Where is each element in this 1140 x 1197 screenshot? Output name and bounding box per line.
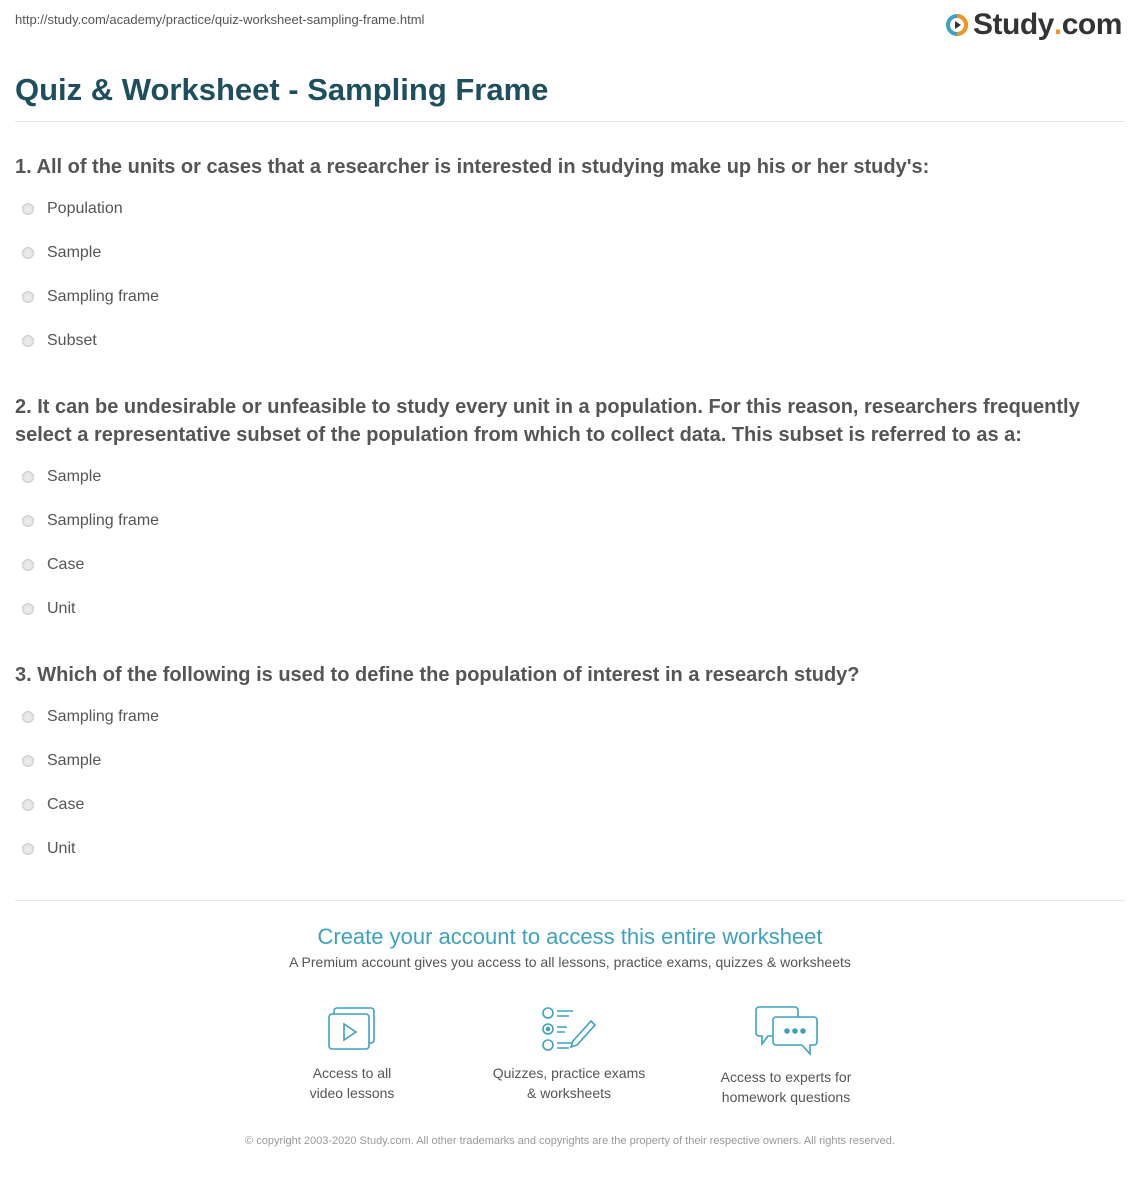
option[interactable] (22, 332, 97, 350)
divider (15, 900, 1125, 901)
create-account-link[interactable]: Create your account to access this entire worksheet (317, 924, 823, 949)
feature-experts (686, 1005, 886, 1107)
option[interactable] (22, 244, 101, 262)
copyright-footer: © copyright 2003-2020 Study.com. All other trademarks and copyrights are the property of their respective owners. All rights reserved. (245, 1135, 895, 1147)
option[interactable] (22, 708, 159, 726)
feature-line: video lessons (309, 1085, 395, 1101)
option-label: Case (47, 796, 85, 813)
radio-button[interactable] (22, 335, 34, 347)
radio-button[interactable] (22, 603, 34, 615)
option-label: Subset (47, 332, 97, 349)
option-label: Sampling frame (47, 708, 160, 725)
feature-line: Access to all (312, 1065, 392, 1081)
radio-button[interactable] (22, 515, 34, 527)
question-1: 1. All of the units or cases that a researcher is interested in studying make up his or her study's: (15, 156, 930, 178)
option-label: Sampling frame (47, 512, 160, 529)
option-label: Case (47, 556, 85, 573)
radio-button[interactable] (22, 755, 34, 767)
radio-button[interactable] (22, 559, 34, 571)
cta-subtitle: A Premium account gives you access to all lessons, practice exams, quizzes & worksheets (289, 954, 851, 970)
divider (15, 121, 1125, 122)
option-label: Sample (47, 244, 102, 261)
page-url: http://study.com/academy/practice/quiz-worksheet-sampling-frame.html (15, 12, 425, 27)
play-circle-icon (945, 13, 969, 37)
option-label: Population (47, 200, 123, 217)
feature-video (252, 1005, 452, 1103)
question-2: 2. It can be undesirable or unfeasible to study every unit in a population. For this reason, researchers frequently select a representative subset of the population from which to collect data. This subset is referred to as a: (15, 396, 1080, 446)
study-logo[interactable]: Study . com (945, 8, 1122, 42)
quiz-icon (541, 1005, 597, 1053)
option[interactable] (22, 200, 123, 218)
feature-line: homework questions (721, 1089, 851, 1105)
radio-button[interactable] (22, 247, 34, 259)
option-label: Sampling frame (47, 288, 160, 305)
option[interactable] (22, 796, 84, 814)
radio-button[interactable] (22, 291, 34, 303)
option[interactable] (22, 840, 75, 858)
option-label: Unit (47, 840, 76, 857)
radio-button[interactable] (22, 843, 34, 855)
feature-quizzes (469, 1005, 669, 1103)
video-lessons-icon (327, 1005, 377, 1053)
option[interactable] (22, 752, 101, 770)
option[interactable] (22, 468, 101, 486)
radio-button[interactable] (22, 471, 34, 483)
question-3: 3. Which of the following is used to define the population of interest in a research study? (15, 664, 860, 686)
radio-button[interactable] (22, 203, 34, 215)
feature-line: & worksheets (526, 1085, 612, 1101)
option[interactable] (22, 512, 159, 530)
option-label: Sample (47, 752, 102, 769)
page-title: Quiz & Worksheet - Sampling Frame (15, 72, 549, 107)
option[interactable] (22, 600, 75, 618)
radio-button[interactable] (22, 799, 34, 811)
radio-button[interactable] (22, 711, 34, 723)
option[interactable] (22, 556, 84, 574)
option[interactable] (22, 288, 159, 306)
chat-experts-icon (754, 1005, 818, 1057)
logo-text: Study (973, 8, 1054, 41)
feature-line: Access to experts for (720, 1069, 852, 1085)
feature-line: Quizzes, practice exams (492, 1065, 646, 1081)
option-label: Unit (47, 600, 76, 617)
option-label: Sample (47, 468, 102, 485)
